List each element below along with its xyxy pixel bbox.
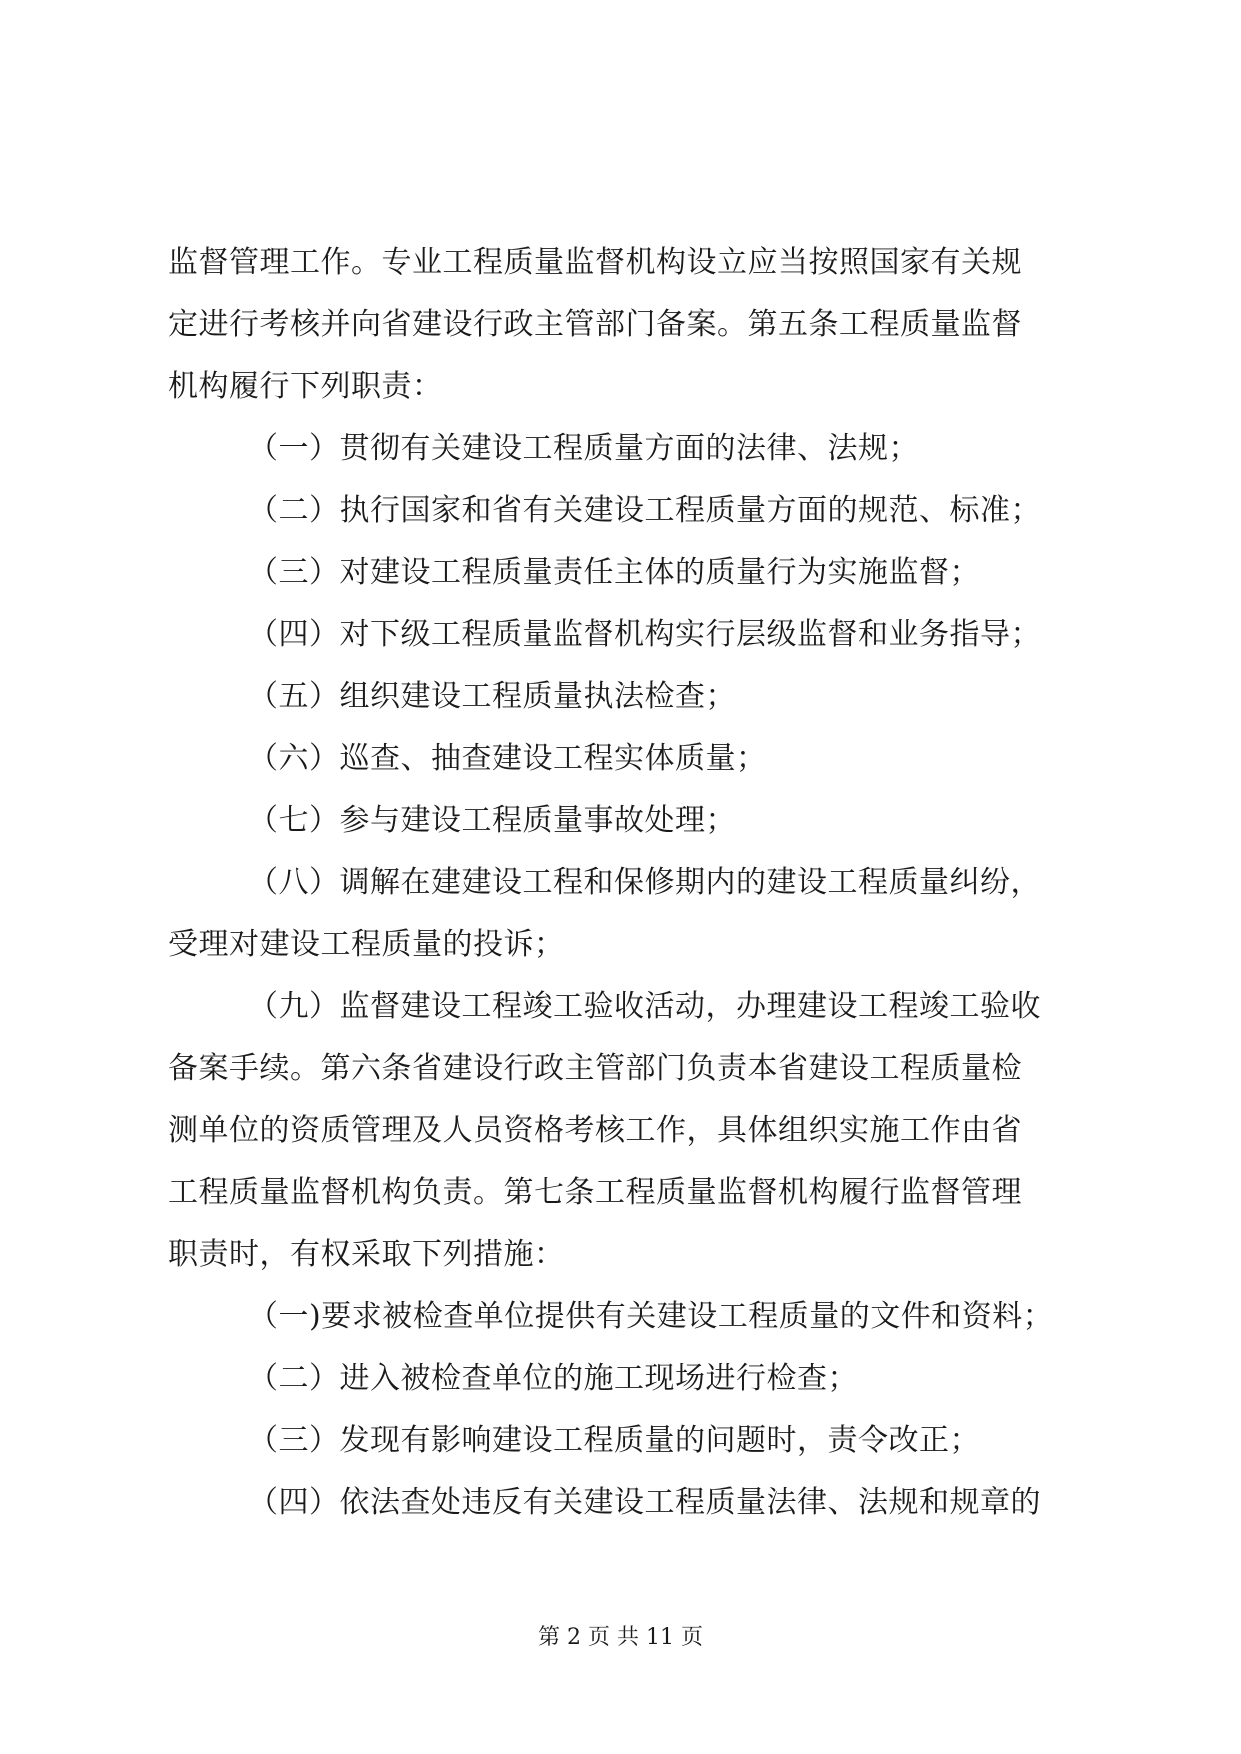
list-item: （九）监督建设工程竣工验收活动，办理建设工程竣工验收 xyxy=(248,989,1041,1024)
text-line: 定进行考核并向省建设行政主管部门备案。第五条工程质量监督 xyxy=(168,307,1022,342)
list-item: （三）发现有影响建设工程质量的问题时，责令改正； xyxy=(248,1423,980,1458)
list-item: （四）对下级工程质量监督机构实行层级监督和业务指导； xyxy=(248,617,1041,652)
text-line: 监督管理工作。专业工程质量监督机构设立应当按照国家有关规 xyxy=(168,245,1022,280)
text-line: 受理对建设工程质量的投诉； xyxy=(168,927,565,962)
text-line: 测单位的资质管理及人员资格考核工作，具体组织实施工作由省 xyxy=(168,1113,1022,1148)
list-item: （三）对建设工程质量责任主体的质量行为实施监督； xyxy=(248,555,980,590)
text-line: 职责时，有权采取下列措施： xyxy=(168,1237,565,1272)
list-item: （六）巡查、抽查建设工程实体质量； xyxy=(248,741,767,776)
list-item: （四）依法查处违反有关建设工程质量法律、法规和规章的 xyxy=(248,1485,1041,1520)
text-line: 工程质量监督机构负责。第七条工程质量监督机构履行监督管理 xyxy=(168,1175,1022,1210)
list-item: （一）贯彻有关建设工程质量方面的法律、法规； xyxy=(248,431,919,466)
page-number-footer: 第 2 页 共 11 页 xyxy=(538,1625,703,1650)
list-item: （二）进入被检查单位的施工现场进行检查； xyxy=(248,1361,858,1396)
list-item: （五）组织建设工程质量执法检查； xyxy=(248,679,736,714)
list-item: （二）执行国家和省有关建设工程质量方面的规范、标准； xyxy=(248,493,1041,528)
list-item: （八）调解在建建设工程和保修期内的建设工程质量纠纷， xyxy=(248,865,1041,900)
text-line: 机构履行下列职责： xyxy=(168,369,443,404)
list-item: （七）参与建设工程质量事故处理； xyxy=(248,803,736,838)
text-line: 备案手续。第六条省建设行政主管部门负责本省建设工程质量检 xyxy=(168,1051,1022,1086)
list-item: （一)要求被检查单位提供有关建设工程质量的文件和资料； xyxy=(248,1299,1054,1334)
document-body xyxy=(168,232,1093,1534)
